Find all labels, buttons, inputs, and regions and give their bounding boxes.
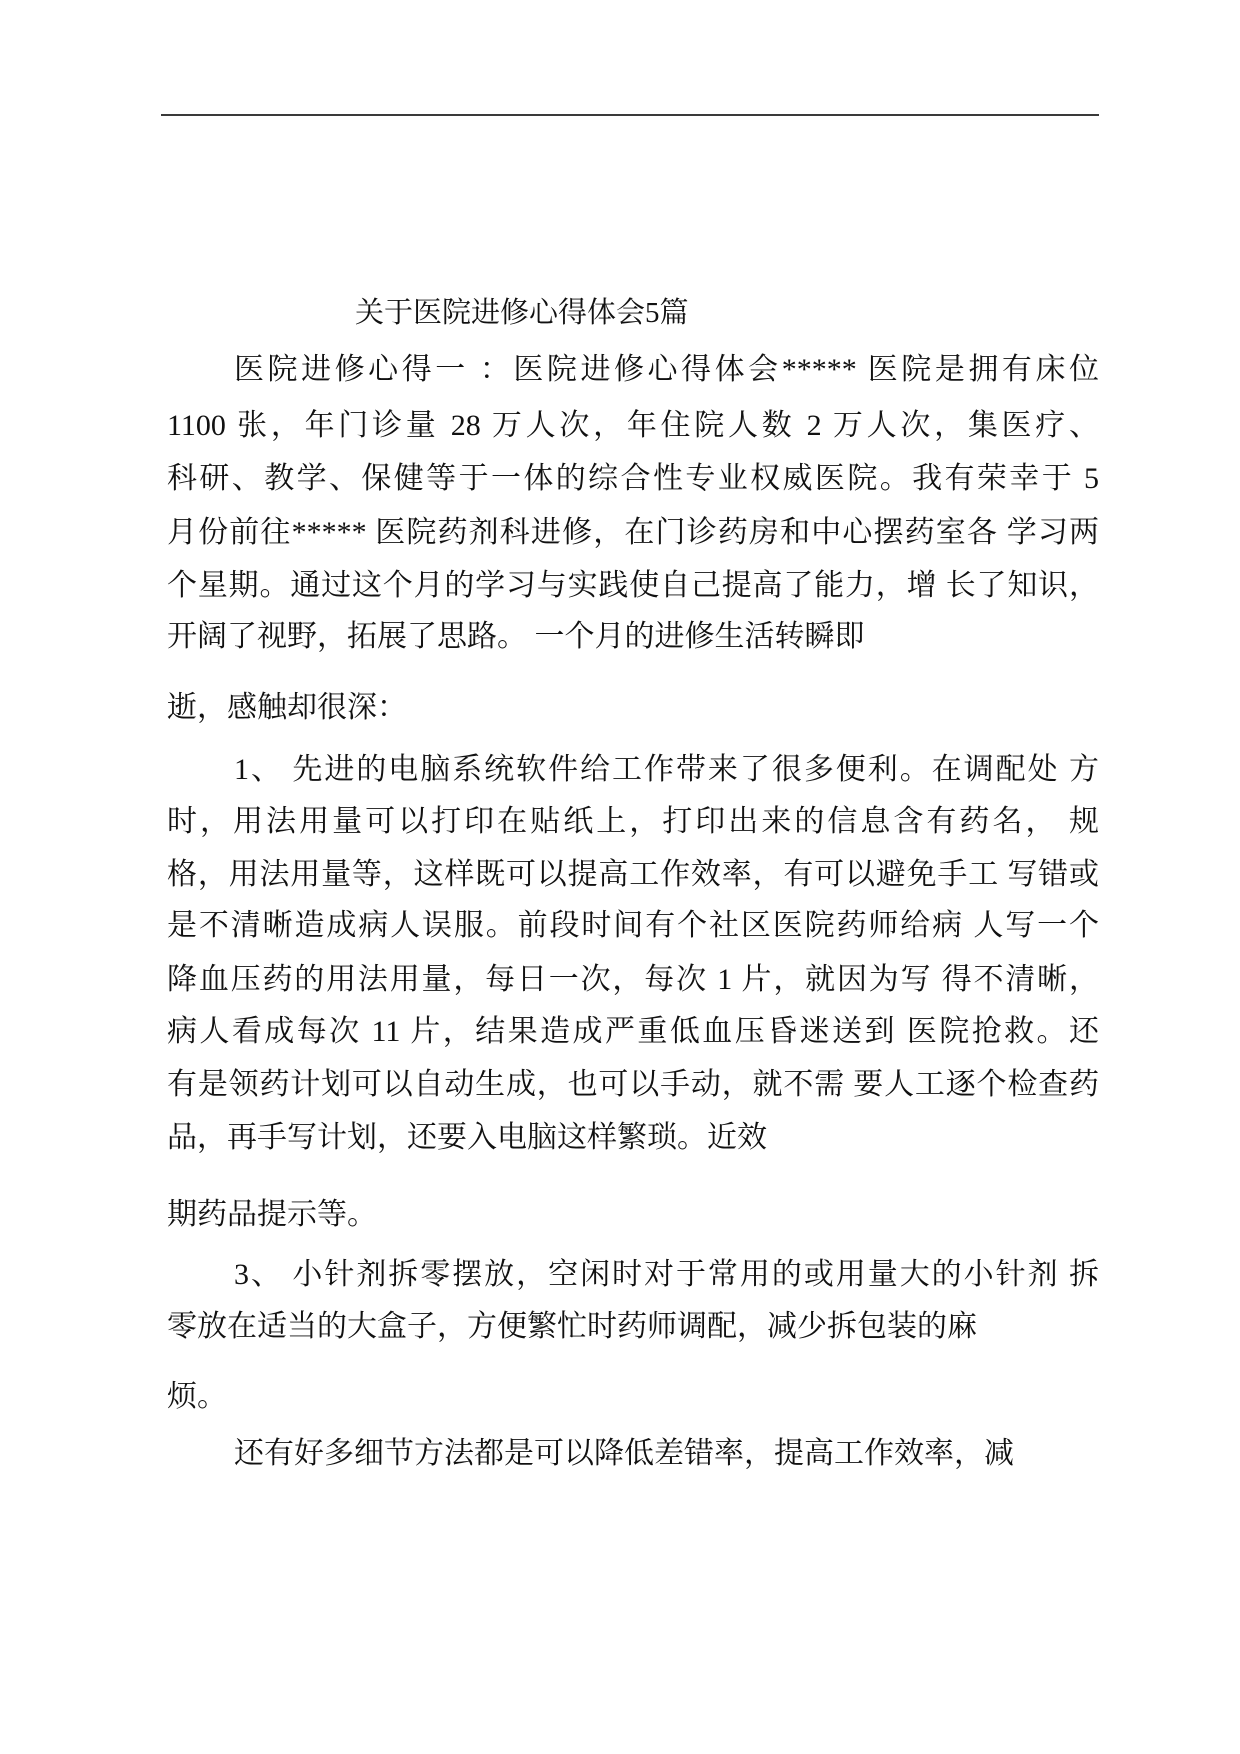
body-line: 医院进修心得一 ：医院进修心得体会***** 医院是拥有床位 (234, 353, 1099, 386)
body-line: 3、 小针剂拆零摆放，空闲时对于常用的或用量大的小针剂 拆 (234, 1258, 1099, 1291)
body-line: 零放在适当的大盒子，方便繁忙时药师调配，减少拆包装的麻 (167, 1310, 977, 1343)
body-line: 是不清晰造成病人误服。前段时间有个社区医院药师给病 人写一个 (167, 909, 1099, 942)
body-line: 有是领药计划可以自动生成，也可以手动，就不需 要人工逐个检查药 (167, 1068, 1099, 1101)
body-line: 格，用法用量等，这样既可以提高工作效率，有可以避免手工 写错或 (167, 858, 1099, 891)
document-title: 关于医院进修心得体会5篇 (355, 297, 689, 329)
body-line: 病人看成每次 11 片，结果造成严重低血压昏迷送到 医院抢救。还 (167, 1015, 1099, 1048)
body-line: 烦。 (167, 1380, 227, 1413)
body-line: 品，再手写计划，还要入电脑这样繁琐。近效 (167, 1121, 767, 1154)
body-line: 开阔了视野，拓展了思路。 一个月的进修生活转瞬即 (167, 620, 865, 653)
body-line: 月份前往***** 医院药剂科进修，在门诊药房和中心摆药室各 学习两 (167, 516, 1099, 549)
body-line: 科研、教学、保健等于一体的综合性专业权威医院。我有荣幸于 5 (167, 462, 1099, 495)
body-line: 1100 张，年门诊量 28 万人次，年住院人数 2 万人次，集医疗、 (167, 409, 1099, 442)
body-line: 还有好多细节方法都是可以降低差错率，提高工作效率，减 (234, 1437, 1014, 1470)
body-line: 降血压药的用法用量，每日一次，每次 1 片，就因为写 得不清晰， (167, 963, 1099, 996)
body-line: 逝，感触却很深： (167, 691, 407, 724)
body-line: 期药品提示等。 (167, 1198, 377, 1231)
body-line: 时，用法用量可以打印在贴纸上，打印出来的信息含有药名， 规 (167, 805, 1099, 838)
body-line: 1、 先进的电脑系统软件给工作带来了很多便利。在调配处 方 (234, 753, 1099, 786)
body-line: 个星期。通过这个月的学习与实践使自己提高了能力，增 长了知识， (167, 569, 1099, 602)
header-rule (161, 114, 1099, 116)
